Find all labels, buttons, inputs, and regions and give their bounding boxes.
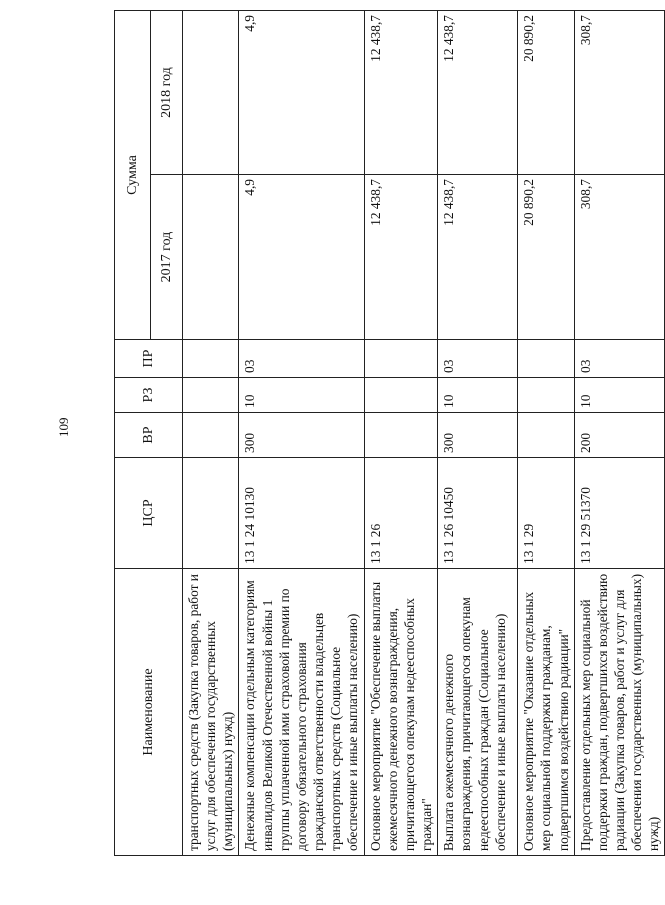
row-vr: 300 bbox=[438, 413, 518, 458]
row-vr: 300 bbox=[239, 413, 364, 458]
row-name: Основное мероприятие "Оказание отдельных мер социальной поддержки гражданам, подвергшимся воздействию радиации" bbox=[518, 569, 574, 856]
row-sum-2018 bbox=[183, 11, 239, 175]
row-csr bbox=[183, 458, 239, 569]
row-pr: 03 bbox=[239, 340, 364, 378]
row-csr: 13 1 24 10130 bbox=[239, 458, 364, 569]
row-vr bbox=[364, 413, 438, 458]
row-pr bbox=[183, 340, 239, 378]
row-csr: 13 1 26 bbox=[364, 458, 438, 569]
header-2018: 2018 год bbox=[151, 11, 183, 175]
header-2017: 2017 год bbox=[151, 175, 183, 340]
budget-table-rotated bbox=[114, 11, 662, 856]
table-row bbox=[438, 11, 518, 856]
row-pr bbox=[364, 340, 438, 378]
row-name: Денежные компенсации отдельным категориям инвалидов Великой Отечественной войны 1 группы уплаченной ими страховой премии по договору обязательного страхования гражданской ответственности владельцев транспортных средств (Социальное обеспечение и иные выплаты населению) bbox=[239, 569, 364, 856]
row-sum-2018: 12 438,7 bbox=[438, 11, 518, 175]
table-row bbox=[364, 11, 438, 856]
header-pr: ПР bbox=[115, 340, 183, 378]
table-row bbox=[574, 11, 665, 856]
row-sum-2018: 20 890,2 bbox=[518, 11, 574, 175]
row-rz: 10 bbox=[438, 378, 518, 413]
table-row bbox=[239, 11, 364, 856]
header-csr: ЦСР bbox=[115, 458, 183, 569]
row-rz: 10 bbox=[239, 378, 364, 413]
row-vr bbox=[518, 413, 574, 458]
row-pr: 03 bbox=[438, 340, 518, 378]
row-csr: 13 1 29 51370 bbox=[574, 458, 665, 569]
row-sum-2017 bbox=[183, 175, 239, 340]
row-sum-2018: 4,9 bbox=[239, 11, 364, 175]
budget-table bbox=[114, 10, 665, 856]
row-rz bbox=[364, 378, 438, 413]
row-rz bbox=[183, 378, 239, 413]
table-row bbox=[518, 11, 574, 856]
row-csr: 13 1 29 bbox=[518, 458, 574, 569]
row-sum-2018: 12 438,7 bbox=[364, 11, 438, 175]
row-pr bbox=[518, 340, 574, 378]
table-row bbox=[183, 11, 239, 856]
row-csr: 13 1 26 10450 bbox=[438, 458, 518, 569]
row-sum-2017: 4,9 bbox=[239, 175, 364, 340]
row-sum-2017: 12 438,7 bbox=[438, 175, 518, 340]
row-vr: 200 bbox=[574, 413, 665, 458]
row-rz: 10 bbox=[574, 378, 665, 413]
row-sum-2017: 20 890,2 bbox=[518, 175, 574, 340]
row-sum-2017: 12 438,7 bbox=[364, 175, 438, 340]
row-name: транспортных средств (Закупка товаров, работ и услуг для обеспечения государственных (муниципальных) нужд) bbox=[183, 569, 239, 856]
row-sum-2018: 308,7 bbox=[574, 11, 665, 175]
header-name: Наименование bbox=[115, 569, 183, 856]
row-name: Основное мероприятие "Обеспечение выплаты ежемесячного денежного вознаграждения, причитающегося опекунам недееспособных граждан" bbox=[364, 569, 438, 856]
row-name: Выплата ежемесячного денежного вознаграждения, причитающегося опекунам недееспособных граждан (Социальное обеспечение и иные выплаты населению) bbox=[438, 569, 518, 856]
row-vr bbox=[183, 413, 239, 458]
row-name: Предоставление отдельных мер социальной поддержки граждан, подвергшихся воздействию радиации (Закупка товаров, работ и услуг для обеспечения государственных (муниципальных) нужд) bbox=[574, 569, 665, 856]
header-vr: ВР bbox=[115, 413, 183, 458]
header-rz: РЗ bbox=[115, 378, 183, 413]
header-sum: Сумма bbox=[115, 11, 151, 340]
row-pr: 03 bbox=[574, 340, 665, 378]
row-sum-2017: 308,7 bbox=[574, 175, 665, 340]
row-rz bbox=[518, 378, 574, 413]
page-number: 109 bbox=[56, 417, 71, 437]
